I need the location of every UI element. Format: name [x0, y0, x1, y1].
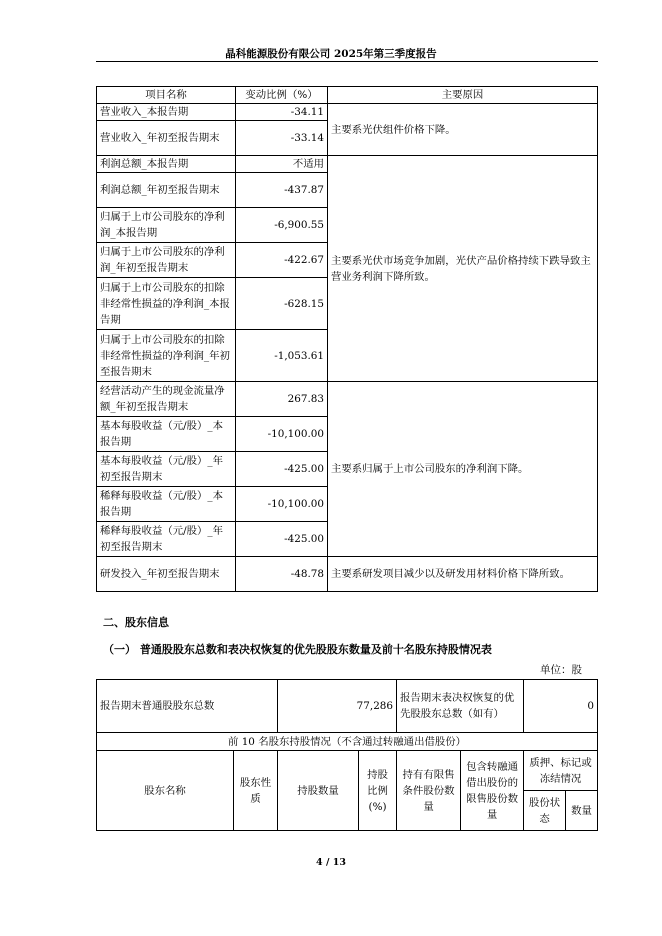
- row-ratio: -425.00: [236, 452, 328, 487]
- column-header-pledge-status: 股份状态: [524, 791, 566, 831]
- row-item-name: 基本每股收益（元/股）_本报告期: [97, 417, 236, 452]
- preferred-shareholders-label: 报告期末表决权恢复的优先股股东总数（如有）: [397, 680, 524, 733]
- row-ratio: -10,100.00: [236, 487, 328, 522]
- row-item-name: 营业收入_本报告期: [97, 104, 236, 121]
- column-header-name: 股东名称: [97, 751, 234, 831]
- column-header-pledge-qty: 数量: [566, 791, 598, 831]
- row-item-name: 利润总额_年初至报告期末: [97, 173, 236, 208]
- preferred-shareholders-value: 0: [524, 680, 598, 733]
- row-item-name: 稀释每股收益（元/股）_本报告期: [97, 487, 236, 522]
- column-header-ratio: 变动比例（%）: [236, 87, 328, 104]
- column-header-item: 项目名称: [97, 87, 236, 104]
- row-ratio: -422.67: [236, 243, 328, 278]
- row-ratio: -425.00: [236, 522, 328, 557]
- column-header-restricted: 持有有限售条件股份数量: [397, 751, 461, 831]
- row-ratio: 不适用: [236, 156, 328, 173]
- unit-label: 单位：股: [540, 664, 582, 676]
- section-subtitle: （一） 普通股股东总数和表决权恢复的优先股股东数量及前十名股东持股情况表: [103, 643, 492, 656]
- column-header-pledge: 质押、标记或冻结情况: [524, 751, 598, 791]
- row-ratio: -33.14: [236, 121, 328, 156]
- row-item-name: 归属于上市公司股东的扣除非经常性损益的净利润_本报告期: [97, 278, 236, 330]
- row-item-name: 归属于上市公司股东的净利润_年初至报告期末: [97, 243, 236, 278]
- shareholder-table: [96, 679, 598, 831]
- reason-cell: 主要系光伏组件价格下降。: [328, 104, 598, 156]
- column-header-nature: 股东性质: [234, 751, 278, 831]
- row-item-name: 经营活动产生的现金流量净额_年初至报告期末: [97, 382, 236, 417]
- row-ratio: -628.15: [236, 278, 328, 330]
- row-item-name: 利润总额_本报告期: [97, 156, 236, 173]
- reason-cell: 主要系研发项目减少以及研发用材料价格下降所致。: [328, 557, 598, 592]
- page-number: 4 / 13: [316, 857, 346, 868]
- row-ratio: 267.83: [236, 382, 328, 417]
- row-item-name: 归属于上市公司股东的净利润_本报告期: [97, 208, 236, 243]
- change-reason-table: [96, 86, 598, 592]
- row-ratio: -48.78: [236, 557, 328, 592]
- row-item-name: 营业收入_年初至报告期末: [97, 121, 236, 156]
- row-item-name: 研发投入_年初至报告期末: [97, 557, 236, 592]
- column-header-quantity: 持股数量: [278, 751, 359, 831]
- column-header-reason: 主要原因: [328, 87, 598, 104]
- column-header-lending: 包含转融通借出股份的限售股份数量: [461, 751, 524, 831]
- total-shareholders-value: 77,286: [278, 680, 397, 733]
- reason-cell: 主要系归属于上市公司股东的净利润下降。: [328, 382, 598, 557]
- row-ratio: -10,100.00: [236, 417, 328, 452]
- column-header-ratio: 持股比例(%): [359, 751, 397, 831]
- row-ratio: -6,900.55: [236, 208, 328, 243]
- header-divider: [96, 61, 598, 62]
- row-item-name: 稀释每股收益（元/股）_年初至报告期末: [97, 522, 236, 557]
- reason-cell: 主要系光伏市场竞争加剧，光伏产品价格持续下跌导致主营业务利润下降所致。: [328, 156, 598, 382]
- document-header: 晶科能源股份有限公司 2025年第三季度报告: [225, 48, 437, 60]
- row-item-name: 归属于上市公司股东的扣除非经常性损益的净利润_年初至报告期末: [97, 330, 236, 382]
- row-ratio: -34.11: [236, 104, 328, 121]
- row-ratio: -437.87: [236, 173, 328, 208]
- row-item-name: 基本每股收益（元/股）_年初至报告期末: [97, 452, 236, 487]
- section-title: 二、股东信息: [103, 616, 169, 629]
- top10-caption: 前 10 名股东持股情况（不含通过转融通出借股份）: [97, 733, 598, 751]
- row-ratio: -1,053.61: [236, 330, 328, 382]
- total-shareholders-label: 报告期末普通股股东总数: [97, 680, 278, 733]
